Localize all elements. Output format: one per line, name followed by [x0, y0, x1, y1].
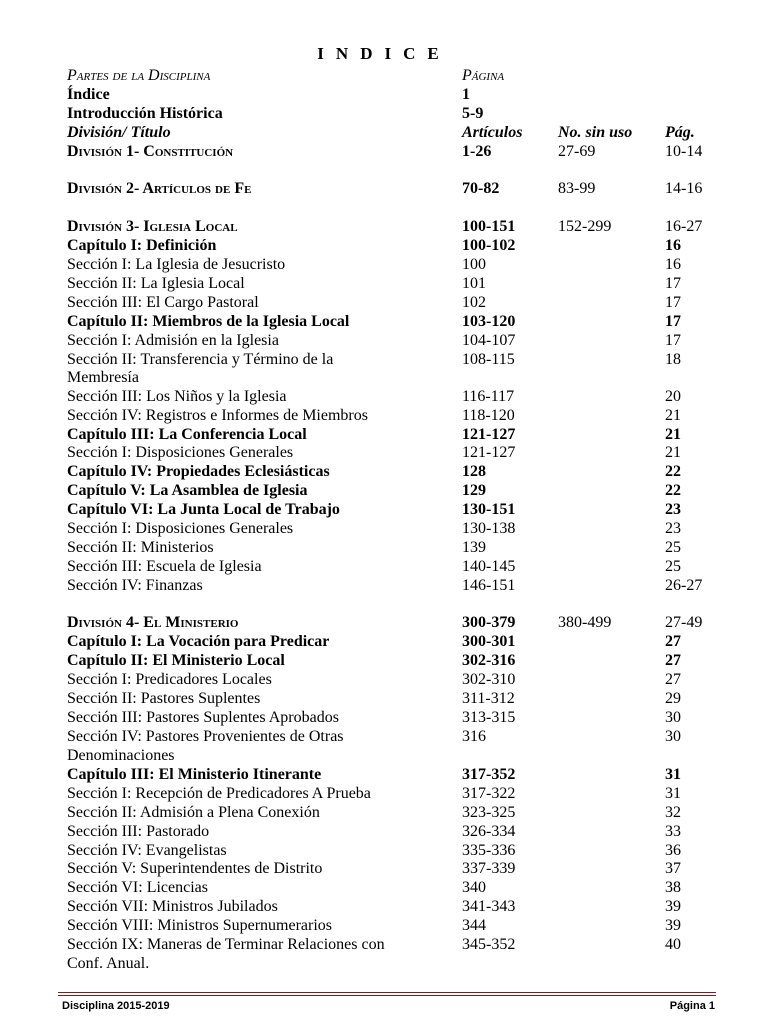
entry-page: 38 — [665, 879, 681, 896]
entry-page: 16 — [665, 237, 681, 254]
entry-articles: 313-315 — [462, 709, 516, 726]
entry-title: Sección I: La Iglesia de Jesucristo — [67, 256, 286, 273]
entry-articles: 323-325 — [462, 804, 516, 821]
entry-page: 21 — [665, 444, 681, 461]
entry-page: 39 — [665, 898, 681, 915]
entry-articles: 317-352 — [462, 766, 516, 783]
entry-title: Capítulo I: Definición — [67, 237, 217, 254]
entry-title: Índice — [67, 86, 110, 103]
entry-page: 26-27 — [665, 577, 703, 594]
entry-articles: 146-151 — [462, 577, 516, 594]
entry-page: 23 — [665, 520, 681, 537]
entry-title: Sección IV: Evangelistas — [67, 842, 227, 859]
entry-title: División 1- Constitución — [67, 143, 234, 160]
entry-page: 25 — [665, 539, 681, 556]
entry-title: Sección VI: Licencias — [67, 879, 208, 896]
entry-title: Sección II: Admisión a Plena Conexión — [67, 804, 320, 821]
entry-articles: 121-127 — [462, 444, 516, 461]
entry-unused-numbers: 83-99 — [558, 180, 596, 197]
entry-title: Sección IV: Pastores Provenientes de Otras — [67, 728, 344, 745]
entry-articles: 108-115 — [462, 351, 515, 368]
page-title: INDICE — [317, 44, 451, 63]
entry-page: 17 — [665, 275, 681, 292]
entry-title: Sección I: Predicadores Locales — [67, 671, 272, 688]
entry-title: Capítulo I: La Vocación para Predicar — [67, 633, 330, 650]
entry-unused-numbers: No. sin uso — [558, 124, 633, 141]
entry-title: División/ Título — [67, 124, 171, 141]
entry-page: 21 — [665, 407, 681, 424]
entry-articles: 140-145 — [462, 558, 516, 575]
entry-articles: 100 — [462, 256, 486, 273]
entry-title: Sección I: Admisión en la Iglesia — [67, 332, 279, 349]
entry-articles: 341-343 — [462, 898, 516, 915]
entry-articles: 128 — [462, 463, 486, 480]
entry-articles: 5-9 — [462, 105, 484, 122]
entry-articles: 118-120 — [462, 407, 515, 424]
entry-articles: 104-107 — [462, 332, 516, 349]
entry-articles: 100-102 — [462, 237, 516, 254]
entry-page: 14-16 — [665, 180, 703, 197]
entry-title: Capítulo III: La Conferencia Local — [67, 426, 307, 443]
entry-page: 30 — [665, 709, 681, 726]
entry-title: División 3- Iglesia Local — [67, 218, 238, 235]
entry-page: 27 — [665, 671, 681, 688]
entry-page: 22 — [665, 463, 681, 480]
footer-rule-top — [58, 992, 716, 993]
entry-title: Capítulo III: El Ministerio Itinerante — [67, 766, 322, 783]
entry-articles: 311-312 — [462, 690, 515, 707]
entry-articles: 121-127 — [462, 426, 516, 443]
entry-page: 17 — [665, 313, 681, 330]
entry-title: Sección II: Ministerios — [67, 539, 214, 556]
entry-title: Capítulo II: El Ministerio Local — [67, 652, 285, 669]
entry-title: Sección III: Los Niños y la Iglesia — [67, 388, 287, 405]
entry-page: 16-27 — [665, 218, 703, 235]
entry-articles: 130-151 — [462, 501, 516, 518]
entry-page: 27-49 — [665, 614, 703, 631]
entry-title: División 4- El Ministerio — [67, 614, 239, 631]
entry-page: 31 — [665, 766, 681, 783]
entry-page: 37 — [665, 860, 681, 877]
entry-page: 20 — [665, 388, 681, 405]
entry-page: 32 — [665, 804, 681, 821]
entry-articles: 103-120 — [462, 313, 516, 330]
entry-page: 10-14 — [665, 143, 703, 160]
entry-page: 27 — [665, 652, 681, 669]
entry-articles: 116-117 — [462, 388, 515, 405]
entry-articles: 102 — [462, 294, 486, 311]
entry-page: 25 — [665, 558, 681, 575]
entry-page: 17 — [665, 294, 681, 311]
entry-page: 23 — [665, 501, 681, 518]
entry-page: 27 — [665, 633, 681, 650]
entry-articles: 344 — [462, 917, 486, 934]
entry-title: Sección VII: Ministros Jubilados — [67, 898, 278, 915]
entry-articles: 300-301 — [462, 633, 516, 650]
entry-page: 31 — [665, 785, 681, 802]
entry-title: Denominaciones — [67, 747, 175, 764]
entry-title: Sección III: Escuela de Iglesia — [67, 558, 262, 575]
entry-articles: 345-352 — [462, 936, 516, 953]
entry-title: Sección II: La Iglesia Local — [67, 275, 245, 292]
entry-page: 18 — [665, 351, 681, 368]
entry-page: 16 — [665, 256, 681, 273]
entry-unused-numbers: 380-499 — [558, 614, 612, 631]
entry-articles: Página — [462, 67, 505, 84]
entry-title: Sección IV: Finanzas — [67, 577, 203, 594]
entry-articles: 100-151 — [462, 218, 516, 235]
entry-page: 39 — [665, 917, 681, 934]
entry-title: Sección II: Pastores Suplentes — [67, 690, 261, 707]
entry-title: Sección I: Disposiciones Generales — [67, 520, 294, 537]
entry-articles: Artículos — [462, 124, 523, 141]
entry-unused-numbers: 152-299 — [558, 218, 612, 235]
entry-title: Sección IX: Maneras de Terminar Relaciones con — [67, 936, 385, 953]
entry-title: Capítulo II: Miembros de la Iglesia Local — [67, 313, 350, 330]
entry-articles: 316 — [462, 728, 486, 745]
entry-articles: 326-334 — [462, 823, 516, 840]
entry-title: Capítulo VI: La Junta Local de Trabajo — [67, 501, 340, 518]
entry-title: Partes de la Disciplina — [67, 67, 211, 84]
footer-left: Disciplina 2015-2019 — [62, 1000, 170, 1012]
entry-page: 36 — [665, 842, 681, 859]
footer-rule-bottom — [58, 995, 716, 996]
entry-title: Capítulo IV: Propiedades Eclesiásticas — [67, 463, 330, 480]
entry-title: Membresía — [67, 369, 139, 386]
entry-articles: 302-316 — [462, 652, 516, 669]
entry-articles: 340 — [462, 879, 486, 896]
entry-title: División 2- Artículos de Fe — [67, 180, 252, 197]
entry-page: 21 — [665, 426, 681, 443]
entry-articles: 1-26 — [462, 143, 492, 160]
entry-title: Sección VIII: Ministros Supernumerarios — [67, 917, 332, 934]
entry-page: 17 — [665, 332, 681, 349]
entry-page: 22 — [665, 482, 681, 499]
entry-articles: 101 — [462, 275, 486, 292]
entry-title: Sección III: Pastorado — [67, 823, 210, 840]
entry-articles: 337-339 — [462, 860, 516, 877]
entry-title: Sección III: Pastores Suplentes Aprobados — [67, 709, 339, 726]
entry-articles: 302-310 — [462, 671, 516, 688]
entry-page: 29 — [665, 690, 681, 707]
entry-title: Sección I: Recepción de Predicadores A Prueba — [67, 785, 371, 802]
entry-articles: 335-336 — [462, 842, 516, 859]
entry-title: Sección II: Transferencia y Término de la — [67, 351, 334, 368]
entry-title: Conf. Anual. — [67, 955, 150, 972]
entry-page: 33 — [665, 823, 681, 840]
entry-articles: 300-379 — [462, 614, 516, 631]
entry-articles: 1 — [462, 86, 470, 103]
entry-articles: 317-322 — [462, 785, 516, 802]
entry-articles: 129 — [462, 482, 486, 499]
entry-title: Sección III: El Cargo Pastoral — [67, 294, 259, 311]
entry-articles: 130-138 — [462, 520, 516, 537]
entry-articles: 139 — [462, 539, 486, 556]
footer-right: Página 1 — [669, 1000, 715, 1012]
entry-page: Pág. — [665, 124, 695, 141]
entry-title: Sección I: Disposiciones Generales — [67, 444, 294, 461]
entry-unused-numbers: 27-69 — [558, 143, 596, 160]
entry-page: 30 — [665, 728, 681, 745]
entry-title: Introducción Histórica — [67, 105, 223, 122]
entry-title: Sección IV: Registros e Informes de Miembros — [67, 407, 368, 424]
entry-title: Sección V: Superintendentes de Distrito — [67, 860, 323, 877]
entry-articles: 70-82 — [462, 180, 500, 197]
entry-title: Capítulo V: La Asamblea de Iglesia — [67, 482, 308, 499]
entry-page: 40 — [665, 936, 681, 953]
